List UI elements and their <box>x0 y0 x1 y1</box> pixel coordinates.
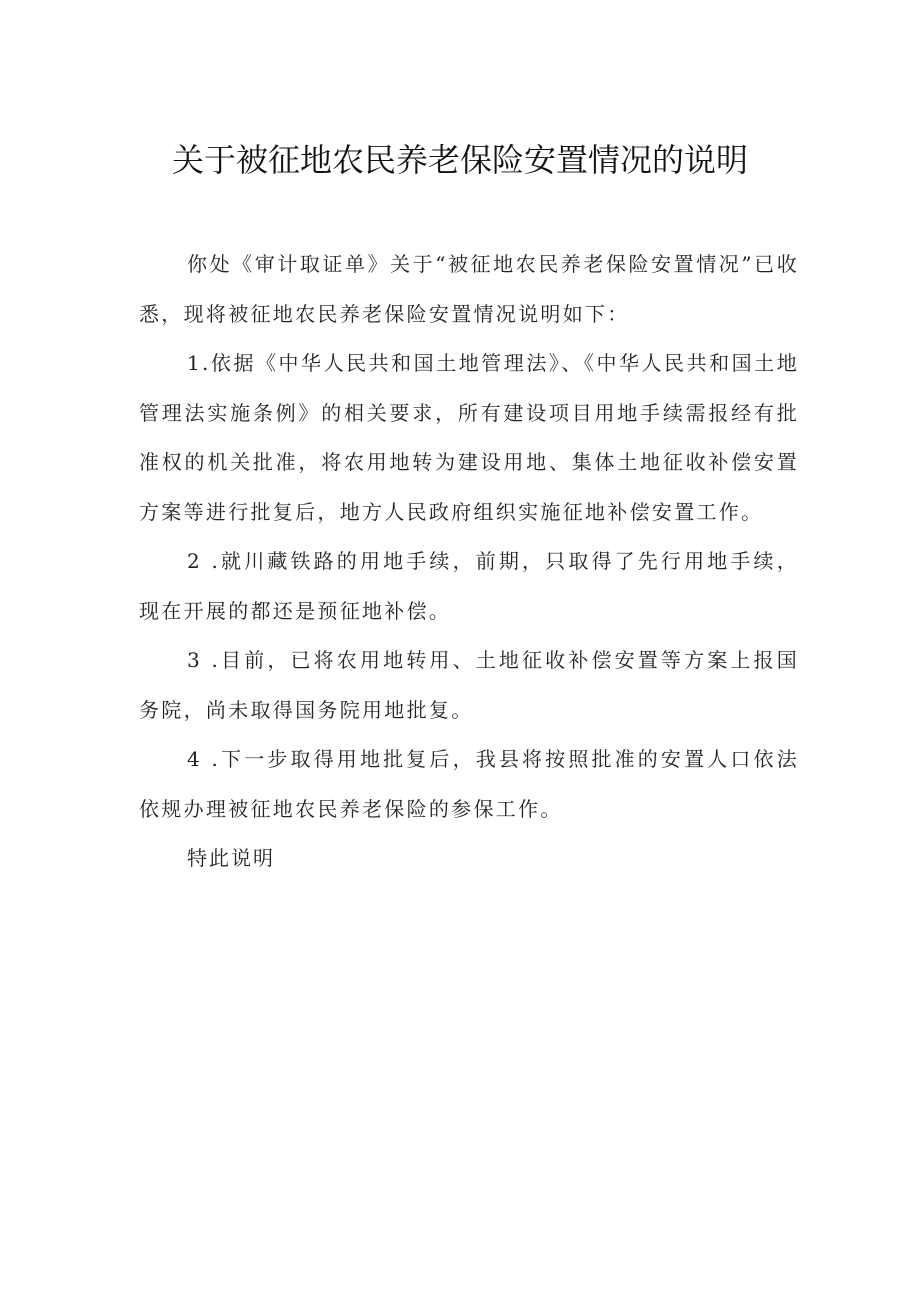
closing-statement: 特此说明 <box>187 846 275 870</box>
paragraph-item-3: 3 .目前，已将农用地转用、土地征收补偿安置等方案上报国务院，尚未取得国务院用地批复。 <box>139 648 799 722</box>
paragraph-item-2: 2 .就川藏铁路的用地手续，前期，只取得了先行用地手续，现在开展的都还是预征地补偿。 <box>139 549 799 623</box>
document-title: 关于被征地农民养老保险安置情况的说明 <box>171 141 748 179</box>
paragraph-intro: 你处《审计取证单》关于“被征地农民养老保险安置情况”已收悉，现将被征地农民养老保险安置情况说明如下： <box>139 252 799 326</box>
paragraph-item-4: 4 .下一步取得用地批复后，我县将按照批准的安置人口依法依规办理被征地农民养老保险的参保工作。 <box>139 747 799 821</box>
paragraph-item-1: 1.依据《中华人民共和国土地管理法》、《中华人民共和国土地管理法实施条例》的相关要求，所有建设项目用地手续需报经有批准权的机关批准，将农用地转为建设用地、集体土地征收补偿安置方案等进行批复后，地方人民政府组织实施征地补偿安置工作。 <box>139 351 799 524</box>
document-body <box>139 240 799 884</box>
